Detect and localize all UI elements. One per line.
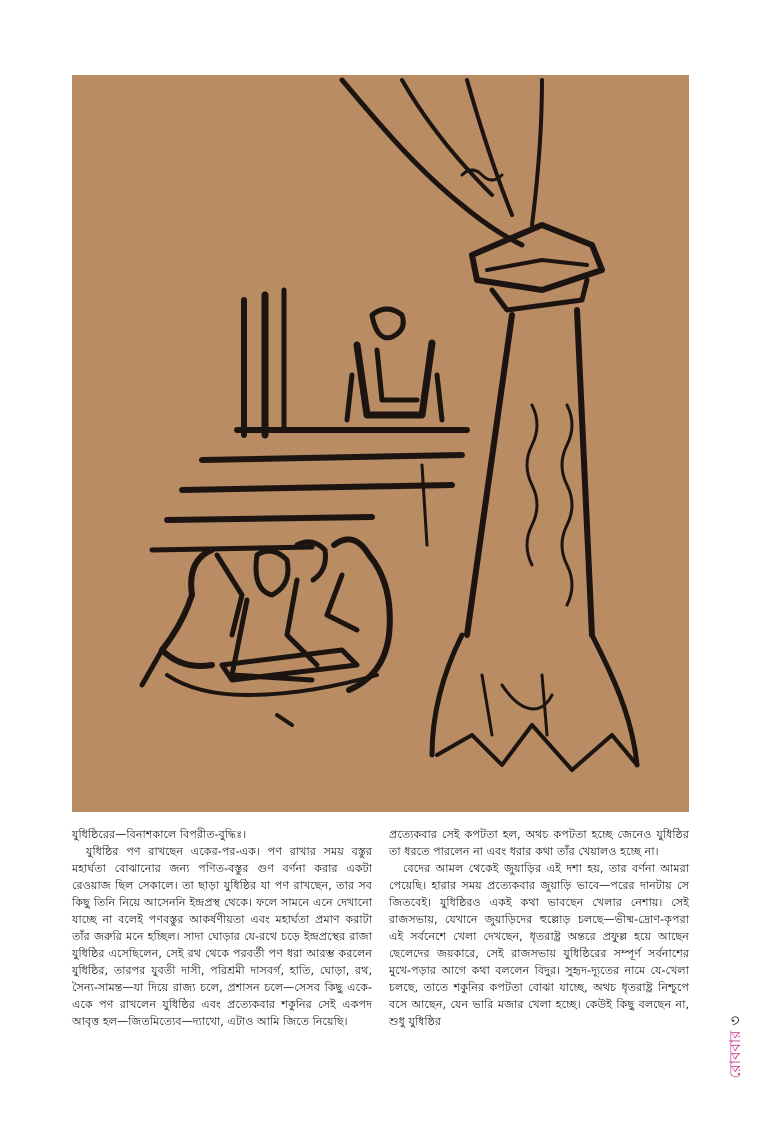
page-number: ৩ — [726, 1016, 744, 1026]
paragraph: যুধিষ্ঠিরের—বিনাশকালে বিপরীত-বুদ্ধিঃ। — [72, 828, 247, 841]
margin-footer — [722, 1010, 747, 1079]
section-label: রোববার — [726, 1030, 744, 1079]
ink-drawing-icon — [72, 75, 689, 812]
text-column-right — [389, 826, 689, 1030]
illustration — [72, 75, 689, 812]
paragraph: বেদের আমল থেকেই জুয়াড়ির এই দশা হয়, তার বর্ণনা আমরা পেয়েছি। হারার সময় প্রত্যেকবার জুয়াড়ি ভাবে—পরের দানটায় সে জিতবেই। যুধিষ্ঠিরও একই কথা ভাবছেন খেলার নেশায়। সেই রাজসভায়, যেখানে জুয়াড়িদের হুল্লোড় চলছে—ভীষ্ম-দ্রোণ-কৃপরা এই সর্বনেশে খেলা দেখছেন, ধৃতরাষ্ট্র অন্তরে প্রফুল্ল হয়ে আছেন ছেলেদের জয়কারে, সেই রাজসভায় যুধিষ্ঠিরের সম্পূর্ণ সর্বনাশের মুখে-পড়ার আগে কথা বললেন বিদুর। সুহৃদ-দ্যূতের নামে যে-খেলা চলছে, তাতে শকুনির কপটতা বোঝা যাচ্ছে, অথচ ধৃতরাষ্ট্র নিশ্চুপে বসে আছেন, যেন ভারি মজার খেলা হচ্ছে। কেউই কিছু বলছেন না, শুধু যুধিষ্ঠির — [389, 862, 689, 1028]
paragraph: প্রত্যেকবার সেই কপটতা হল, অথচ কপটতা হচ্ছে জেনেও যুধিষ্ঠির তা ধরতে পারলেন না এবং ধরার কথা তাঁর খেয়ালও হচ্ছে না। — [389, 828, 689, 858]
paragraph: যুধিষ্ঠির পণ রাখছেন একের-পর-এক। পণ রাখার সময় বস্তুর মহার্ঘতা বোঝানোর জন্য পণিত-বস্তুর গুণ বর্ণনা করার একটা রেওয়াজ ছিল সেকালে। তা ছাড়া যুধিষ্ঠির যা পণ রাখছেন, তার সব কিছু তিনি নিয়ে আসেননি ইন্দ্রপ্রস্থ থেকে। ফলে সামনে এনে দেখানো যাচ্ছে না বলেই পণবস্তুর আকর্ষণীয়তা এবং মহার্ঘতা প্রমাণ করাটা তাঁর জরুরি মনে হচ্ছিল। সাদা ঘোড়ার যে-রথে চড়ে ইন্দ্রপ্রস্থের রাজা যুধিষ্ঠির এসেছিলেন, সেই রথ থেকে পরবর্তী পণ ধরা আরম্ভ করলেন যুধিষ্ঠির, তারপর যুবতী দাসী, পরিশ্রমী দাসবর্গ, হাতি, ঘোড়া, রথ, সৈন্য-সামন্ত—যা দিয়ে রাজ্য চলে, প্রশাসন চলে—সেসব কিছু একে-একে পণ রাখলেন যুধিষ্ঠির এবং প্রত্যেকবার শকুনির সেই একপদ আবৃত্ত হল—জিতমিত্যেব—দ্যাখো, এটাও আমি জিতে নিয়েছি। — [72, 845, 372, 1028]
text-column-left — [72, 826, 372, 1030]
